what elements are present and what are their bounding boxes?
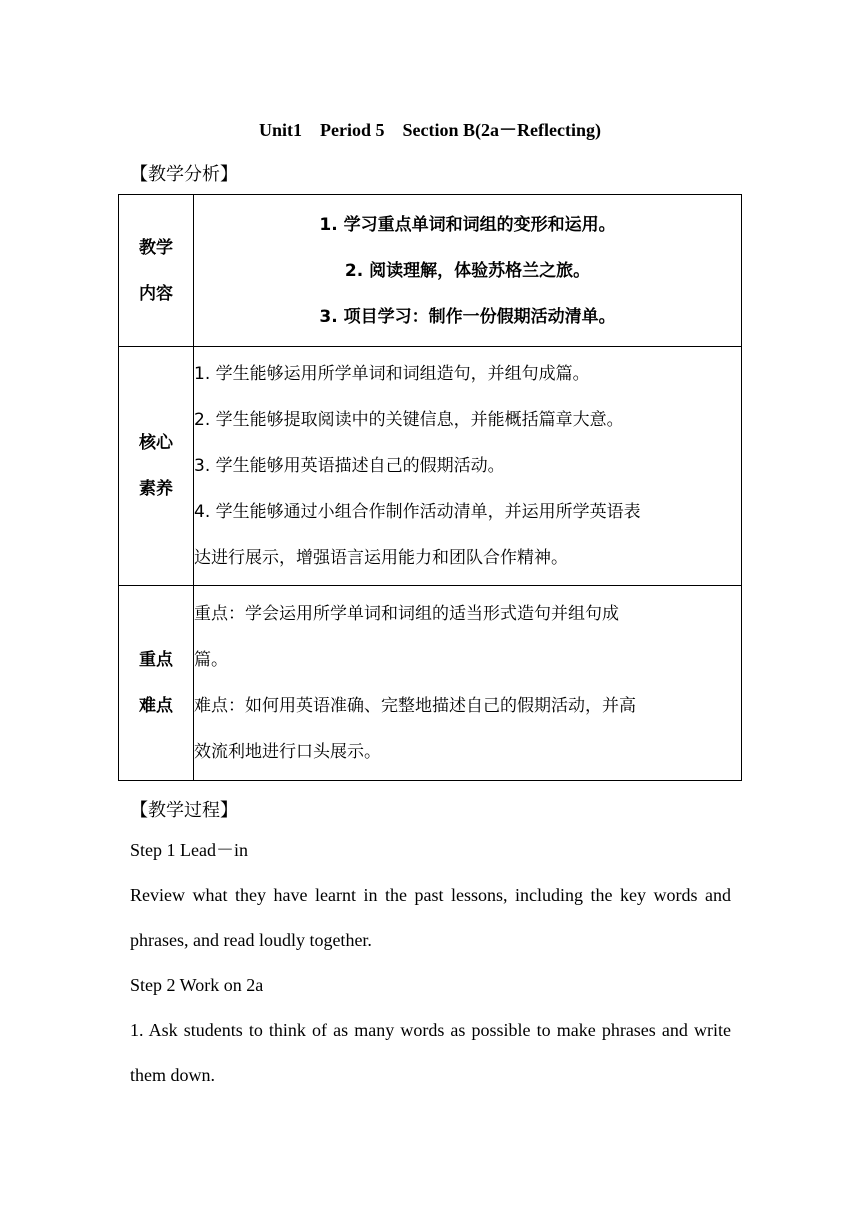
content-line: 4. 学生能够通过小组合作制作活动清单，并运用所学英语表 <box>194 502 641 522</box>
table-row <box>119 347 742 586</box>
content-line: 篇。 <box>194 650 228 670</box>
step2-title: Step 2 Work on 2a <box>130 975 264 995</box>
content-line: 2. 学生能够提取阅读中的关键信息，并能概括篇章大意。 <box>194 410 624 430</box>
step2-item1: 1. Ask students to think of as many words as possible to make phrases and write them down. <box>130 1020 731 1085</box>
row-label-line: 教学 <box>139 237 173 258</box>
content-line: 达进行展示，增强语言运用能力和团队合作精神。 <box>194 548 568 568</box>
content-line: 效流利地进行口头展示。 <box>194 742 381 762</box>
row-label-line: 难点 <box>139 696 173 716</box>
content-line: 3. 学生能够用英语描述自己的假期活动。 <box>194 456 505 476</box>
content-line: 难点：如何用英语准确、完整地描述自己的假期活动，并高 <box>194 696 636 716</box>
analysis-heading: 【教学分析】 <box>130 164 238 185</box>
content-line: 2. 阅读理解，体验苏格兰之旅。 <box>344 260 591 281</box>
row-label-line: 核心 <box>139 433 173 453</box>
process-heading: 【教学过程】 <box>130 800 238 821</box>
table-row <box>119 195 742 347</box>
content-line: 1. 学习重点单词和词组的变形和运用。 <box>319 214 616 235</box>
row-content <box>194 195 742 347</box>
row-label-line: 内容 <box>139 283 173 304</box>
step1-title: Step 1 Lead－in <box>130 840 248 860</box>
content-line: 1. 学生能够运用所学单词和词组造句，并组句成篇。 <box>194 364 590 384</box>
row-content <box>194 586 742 781</box>
page-title: Unit1 Period 5 Section B(2a－Reflecting) <box>259 120 601 140</box>
table-row <box>119 586 742 781</box>
content-line: 重点：学会运用所学单词和词组的适当形式造句并组句成 <box>194 604 619 624</box>
row-label <box>119 195 194 347</box>
step1-text: Review what they have learnt in the past lessons, including the key words and phrases, and read loudly together. <box>130 885 731 950</box>
row-label-line: 素养 <box>139 479 173 499</box>
analysis-table <box>118 194 742 781</box>
row-label <box>119 347 194 586</box>
content-line: 3. 项目学习：制作一份假期活动清单。 <box>319 306 616 327</box>
row-label-line: 重点 <box>139 650 173 670</box>
row-content <box>194 347 742 586</box>
row-label <box>119 586 194 781</box>
